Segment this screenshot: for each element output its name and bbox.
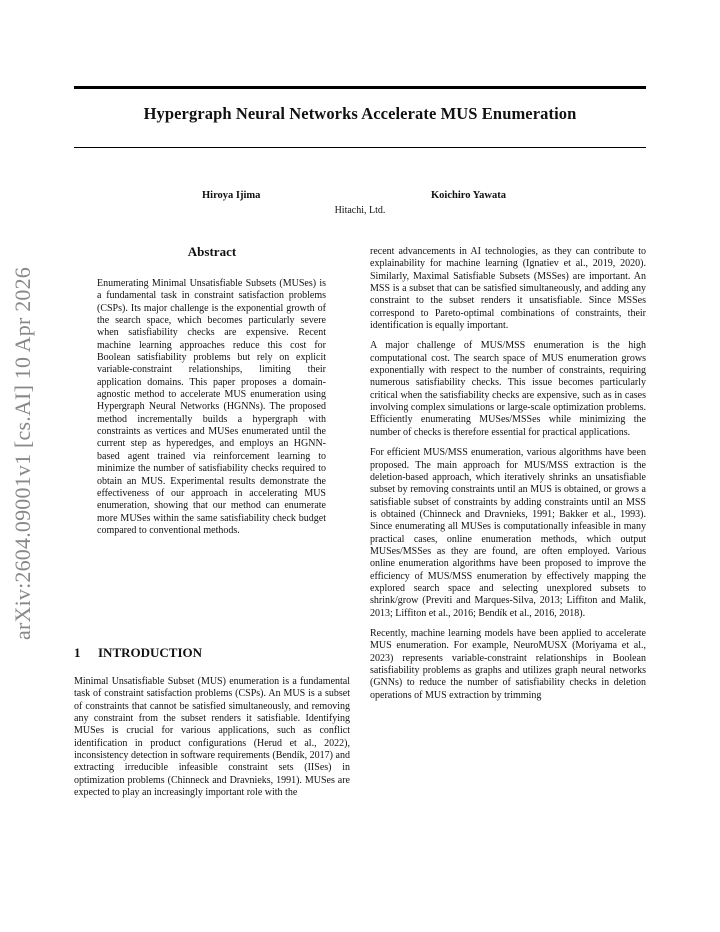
- paper-title: Hypergraph Neural Networks Accelerate MUS Enumeration: [143, 104, 577, 123]
- affiliation: Hitachi, Ltd.: [334, 205, 386, 216]
- intro-paragraph: A major challenge of MUS/MSS enumeration is the high computational cost. The search space of MUS enumeration grows exponentially with respect to the number of constraints, requiring numerous satisfiability checks. This issue becomes particularly critical when the satisfiability checks are expensive, such as in cases involving complex simulations or large-scale optimization problems. Efficiently enumerating MUSes/MSSes while minimizing the number of checks is therefore essential for practical applications.: [370, 340, 646, 438]
- author-2: Koichiro Yawata: [431, 190, 506, 201]
- author-1: Hiroya Ijima: [202, 190, 261, 201]
- section-heading: [74, 645, 202, 661]
- title-rule-bottom: [74, 147, 646, 148]
- intro-paragraph: Recently, machine learning models have been applied to accelerate MUS enumeration. For example, NeuroMUSX (Moriyama et al., 2023) represents variable-constraint relationships in Boolean satisfiability problems as graphs and utilizes graph neural networks (GNNs) to reduce the number of satisfiability checks in deletion operations of MUS extraction by trimming: [370, 627, 646, 701]
- abstract-body: [97, 278, 326, 537]
- abstract-text: Enumerating Minimal Unsatisfiable Subsets (MUSes) is a fundamental task in constraint satisfaction problems (CSPs). Its major challenge is the exponential growth of the search space, which becomes particularly severe when satisfiability checks are expensive. Recent machine learning approaches reduce this cost for Boolean satisfiability problems but rely on explicit variable-constraint relationships, limiting their application domains. This paper proposes a domain-agnostic method to accelerate MUS enumeration using Hypergraph Neural Networks (HGNNs). The proposed method incrementally builds a hypergraph with constraints as vertices and MUSes enumerated until the current step as hyperedges, and employs an HGNN-based agent trained via reinforcement learning to minimize the number of satisfiability checks required to obtain an MUS. Experimental results demonstrate the effectiveness of our approach in accelerating MUS enumeration, showing that our method can enumerate more MUSes within the same satisfiability check budget compared to conventional methods.: [97, 278, 326, 536]
- arxiv-identifier: arXiv:2604.09001v1 [cs.AI] 10 Apr 2026: [10, 267, 35, 640]
- section-title: INTRODUCTION: [98, 645, 203, 660]
- title-rule-top: [74, 86, 646, 89]
- intro-paragraph: For efficient MUS/MSS enumeration, various algorithms have been proposed. The main approach for MUS/MSS extraction is the deletion-based approach, which iteratively shrinks an unsatisfiable subset by removing constraints until an MUS is obtained, or grows a satisfiable subset of constraints by adding constraints until an MSS is obtained (Chinneck and Dravnieks, 1991; Bakker et al., 1993). Since enumerating all MUSes is computationally infeasible in many practical cases, online enumeration methods, which output MUSes/MSSes as they are found, are often employed. Various online enumeration algorithms have been proposed to improve the efficiency of MUS/MSS enumeration by effectively mapping the explored search space and selecting unexplored subsets to shrink/grow (Previti and Marques-Silva, 2013; Liffiton and Malik, 2013; Liffiton et al., 2016; Bendík et al., 2016, 2018).: [370, 447, 646, 619]
- intro-paragraph: recent advancements in AI technologies, as they can contribute to explainability for machine learning (Ignatiev et al., 2019, 2020). Similarly, Maximal Satisfiable Subsets (MSSes) are important. An MSS is a subset that can be satisfied simultaneously, and adding any constraint to the subset renders it unsatisfiable. Since MSSes correspond to Pareto-optimal combinations of constraints, their identification is equally important.: [370, 246, 646, 332]
- intro-paragraph: Minimal Unsatisfiable Subset (MUS) enumeration is a fundamental task of constraint satisfaction problems (CSPs). An MUS is a subset of constraints that cannot be satisfied simultaneously, and removing any constraint from the subset renders it satisfiable. Identifying MUSes is crucial for various applications, such as conflict identification in product configurations (Herud et al., 2022), inconsistency detection in software requirements (Bendík, 2017) and extracting irreducible infeasible constraint sets (IISes) in optimization problems (Chinneck and Dravnieks, 1991). MUSes are expected to play an increasingly important role with the: [74, 676, 350, 799]
- intro-left-column: [74, 676, 350, 799]
- intro-right-column: [370, 246, 646, 710]
- section-number: 1: [74, 645, 81, 660]
- abstract-heading: Abstract: [187, 244, 237, 259]
